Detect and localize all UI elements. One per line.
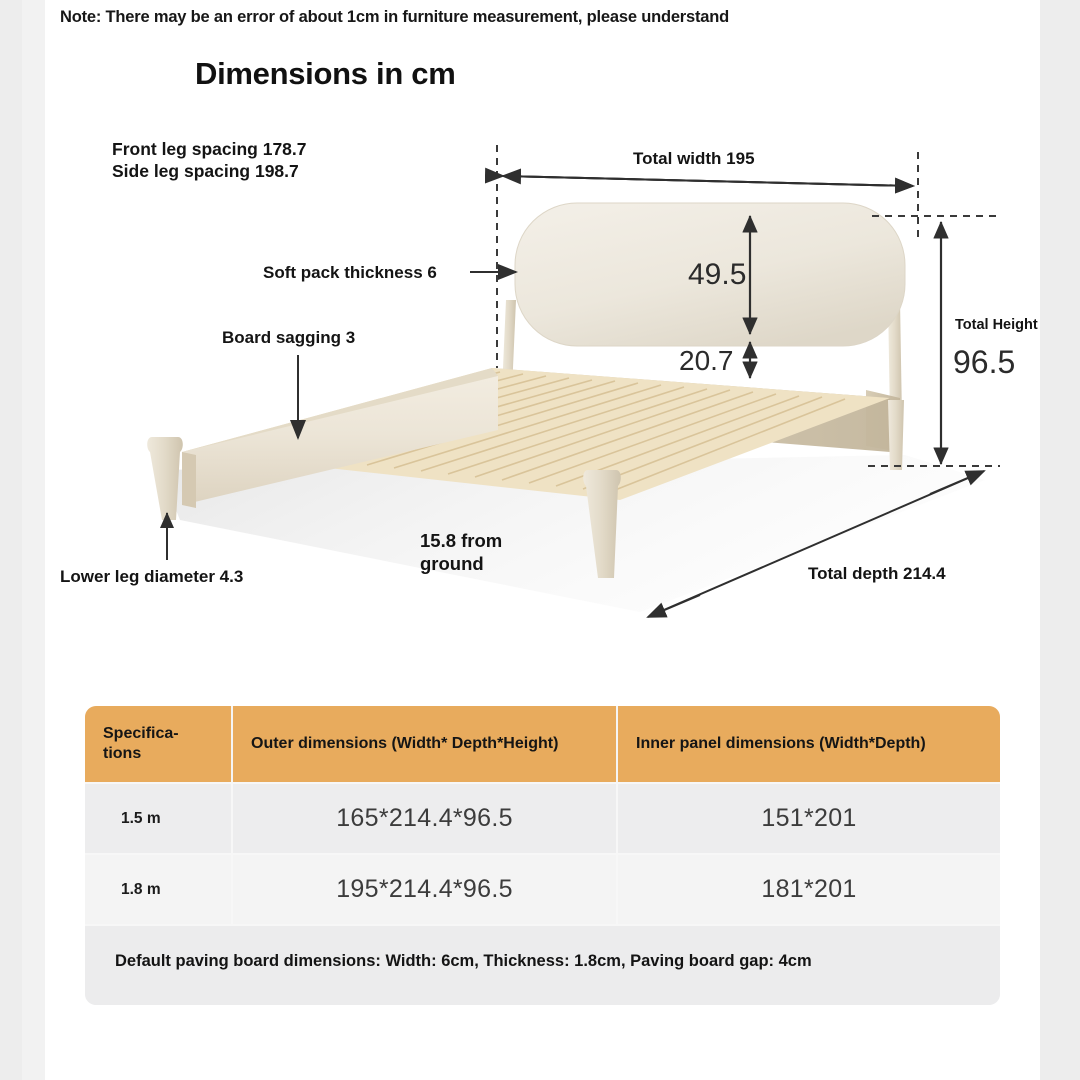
table-footer-note: Default paving board dimensions: Width: 6cm, Thickness: 1.8cm, Paving board gap: 4cm (85, 924, 1000, 1005)
column-header-specifications: Specifica- tions (85, 706, 233, 782)
table-row (85, 853, 1000, 924)
bed-rail-foot (182, 452, 196, 508)
front-leg-spacing-label (112, 138, 307, 182)
specifications-table (85, 706, 1000, 1005)
board-sagging-label: Board sagging 3 (222, 328, 356, 347)
cell-inner-dimensions: 151*201 (761, 804, 857, 832)
front-leg-spacing-text: Front leg spacing 178.7 (112, 139, 307, 159)
total-height-label: Total Height (955, 317, 1038, 333)
total-width-label: Total width 195 (633, 149, 755, 168)
page-title: Dimensions in cm (195, 56, 456, 91)
total-height-value: 96.5 (953, 344, 1016, 380)
leg-rear-right (888, 400, 904, 470)
headboard-height-value: 49.5 (688, 258, 747, 291)
headboard-gap-value: 20.7 (679, 345, 734, 376)
column-header-outer-dimensions: Outer dimensions (Width* Depth*Height) (233, 706, 618, 782)
column-header-inner-panel-dimensions: Inner panel dimensions (Width*Depth) (636, 735, 926, 752)
soft-pack-thickness-label: Soft pack thickness 6 (263, 263, 437, 282)
cell-inner-dimensions: 181*201 (761, 875, 857, 903)
total-depth-label: Total depth 214.4 (808, 564, 946, 583)
lower-leg-diameter-label: Lower leg diameter 4.3 (60, 567, 244, 586)
measurement-note: Note: There may be an error of about 1cm in furniture measurement, please understand (60, 8, 730, 26)
table-row (85, 782, 1000, 853)
cell-outer-dimensions: 195*214.4*96.5 (233, 855, 618, 924)
total-width-arrow-head2 (503, 176, 913, 186)
cell-spec: 1.5 m (85, 784, 233, 853)
cell-spec: 1.8 m (85, 855, 233, 924)
ground-clearance-label: 15.8 from ground (420, 530, 503, 575)
cell-outer-dimensions: 165*214.4*96.5 (233, 784, 618, 853)
table-header-row (85, 706, 1000, 782)
side-leg-spacing-text: Side leg spacing 198.7 (112, 161, 299, 182)
